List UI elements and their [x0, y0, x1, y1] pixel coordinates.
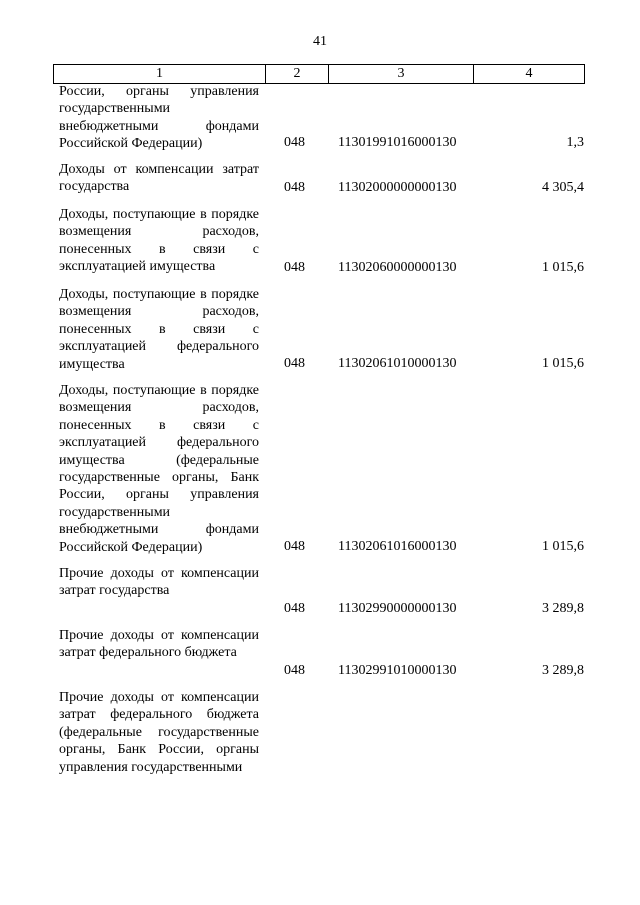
header-col-4: 4 [474, 65, 585, 84]
row-description: Доходы, поступающие в порядке возмещения расходов, понесенных в связи с эксплуатацией федерального имущества [59, 287, 259, 372]
table-body [0, 83, 640, 811]
row-sum: 4 305,4 [542, 179, 584, 195]
row-code: 048 [284, 538, 305, 554]
row-kbk: 11302000000000130 [338, 179, 457, 195]
row-sum: 1 015,6 [542, 355, 584, 371]
row-kbk: 11302061016000130 [338, 538, 457, 554]
row-kbk: 11302061010000130 [338, 355, 457, 371]
table-row [0, 83, 640, 151]
row-sum: 1,3 [566, 134, 584, 150]
row-code: 048 [284, 600, 305, 616]
row-description: Прочие доходы от компенсации затрат государства [59, 566, 259, 599]
row-code: 048 [284, 134, 305, 150]
page-number: 41 [313, 34, 327, 49]
row-description: Прочие доходы от компенсации затрат федерального бюджета (федеральные государственные органы, Банк России, органы управления государственными [59, 690, 259, 775]
row-kbk: 11302991010000130 [338, 662, 457, 678]
row-code: 048 [284, 355, 305, 371]
table-row [0, 627, 640, 679]
header-col-1: 1 [54, 65, 266, 84]
row-code: 048 [284, 662, 305, 678]
row-sum: 1 015,6 [542, 259, 584, 275]
table-row [0, 161, 640, 196]
table-row [0, 206, 640, 276]
row-description: Доходы, поступающие в порядке возмещения расходов, понесенных в связи с эксплуатацией имущества [59, 207, 259, 275]
table-row [0, 689, 640, 811]
header-col-3: 3 [329, 65, 474, 84]
row-kbk: 11302990000000130 [338, 600, 457, 616]
row-description: Доходы от компенсации затрат государства [59, 162, 259, 195]
table-row [0, 565, 640, 617]
header-col-2: 2 [266, 65, 329, 84]
table-header [53, 64, 585, 84]
row-sum: 3 289,8 [542, 600, 584, 616]
row-description: Доходы, поступающие в порядке возмещения расходов, понесенных в связи с эксплуатацией федерального имущества (федеральные государственные органы, Банк России, органы управления государственными внебюджетными фондами Российской Федерации) [59, 383, 259, 555]
row-description: России, органы управления государственными внебюджетными фондами Российской Федерации) [59, 84, 259, 152]
table-row [0, 382, 640, 555]
row-kbk: 11301991016000130 [338, 134, 457, 150]
row-sum: 1 015,6 [542, 538, 584, 554]
row-code: 048 [284, 259, 305, 275]
row-code: 048 [284, 179, 305, 195]
row-sum: 3 289,8 [542, 662, 584, 678]
row-description: Прочие доходы от компенсации затрат федерального бюджета [59, 628, 259, 661]
table-row [0, 286, 640, 372]
row-kbk: 11302060000000130 [338, 259, 457, 275]
